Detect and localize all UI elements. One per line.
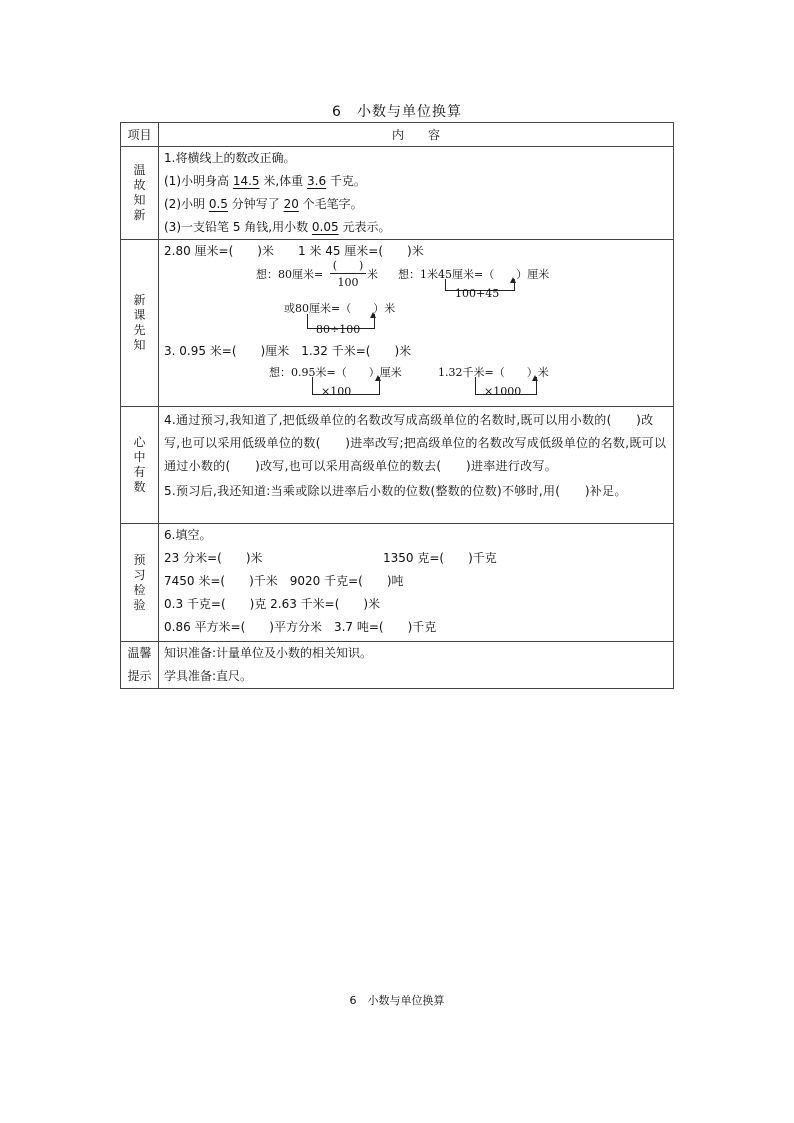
text: 个毛笔字。 [298,197,363,211]
text: (1)小明身高 [164,174,233,188]
label-preview [121,240,159,407]
label-summary-text: 心中有数 [133,435,146,494]
question-1-item-1 [159,170,673,193]
text: 元表示。 [338,220,391,234]
tips-content [159,642,674,689]
label-preview-text: 新课先知 [133,293,146,352]
page-footer: 6 小数与单位换算 [349,994,445,1007]
label-review [121,147,159,240]
section-summary [121,407,674,524]
think-4: 1.32千米=（ ）米 [438,366,549,379]
section-check [121,524,674,642]
height-value: 14.5 [232,174,260,188]
arrow-up-icon [375,375,381,381]
question-2: 2.80 厘米=( )米 1 米 45 厘米=( )米 [164,244,424,258]
text: (2)小明 [164,197,209,211]
tip-tools: 学具准备:直尺。 [164,669,253,683]
question-1-item-3 [159,216,673,239]
label-check-text: 预习检验 [133,552,146,612]
label-tips-line-1: 温馨 [127,646,152,660]
fraction-bar [330,273,366,274]
arrow-up-icon [370,312,376,318]
label-tips-line-2: 提示 [127,669,152,683]
text: (3)一支铅笔 5 角钱,用小数 [164,220,312,234]
text: 千克。 [326,174,366,188]
check-item: 1350 克=( )千克 [383,551,497,565]
review-content [159,147,674,240]
weight-value: 3.6 [307,174,327,188]
text: 分钟写了 [227,197,284,211]
hint-mul-100: ×100 [321,385,352,398]
fraction-numerator: ( ) [332,259,364,272]
think-3: 想：0.95米=（ ）厘米 [269,366,402,379]
fraction-denominator: 100 [337,276,359,289]
page-title: 6 小数与单位换算 [332,104,462,120]
hint-add: 100+45 [455,287,500,300]
check-row-3: 0.3 千克=( )克 2.63 千米=( )米 [164,597,381,611]
arrow-up-icon [510,277,516,283]
hint-div: 80÷100 [316,323,361,336]
section-tips [121,642,674,689]
think-2: 想：1米45厘米=（ ）厘米 [398,268,550,281]
header-item: 项目 [121,123,159,147]
label-review-text: 温故知新 [133,163,146,222]
section-review [121,147,674,240]
count-value: 20 [283,197,299,211]
alternative-think: 或80厘米=（ ）米 [284,302,396,315]
price-value: 0.05 [311,220,339,234]
think-1: 想：80厘米= [256,268,324,281]
text: 米,体重 [259,174,307,188]
arrow-up-icon [532,375,538,381]
check-item: 23 分米=( )米 [164,551,263,565]
question-6: 6.填空。 [164,528,212,542]
check-row-4: 0.86 平方米=( )平方分米 3.7 吨=( )千克 [164,620,437,634]
label-tips [121,642,159,689]
label-summary [121,407,159,524]
check-row-1 [159,547,673,570]
think-1-unit: 米 [367,268,378,281]
header-row [121,123,674,147]
check-content [159,524,674,642]
header-content: 内 容 [159,123,674,147]
label-check [121,524,159,642]
tip-knowledge: 知识准备:计量单位及小数的相关知识。 [164,646,373,660]
preview-content [159,240,674,407]
check-row-2: 7450 米=( )千米 9020 千克=( )吨 [164,574,404,588]
question-1-item-2 [159,193,673,216]
paragraph-4: 4.通过预习,我知道了,把低级单位的名数改写成高级单位的名数时,既可以用小数的( )改写,也可以采用低级单位的数( )进率改写;把高级单位的名数改写成低级单位的名数,既可以通过小数的( )改写,也可以采用高级单位的数去( )进率进行改写。 [164,413,667,473]
section-preview [121,240,674,407]
question-1: 1.将横线上的数改正确。 [164,151,296,165]
hint-mul-1000: ×1000 [484,385,522,398]
summary-content [159,407,674,524]
minutes-value: 0.5 [208,197,228,211]
worksheet-table [120,122,674,689]
paragraph-5: 5.预习后,我还知道:当乘或除以进率后小数的位数(整数的位数)不够时,用( )补足。 [164,484,627,498]
question-3: 3. 0.95 米=( )厘米 1.32 千米=( )米 [164,344,412,358]
